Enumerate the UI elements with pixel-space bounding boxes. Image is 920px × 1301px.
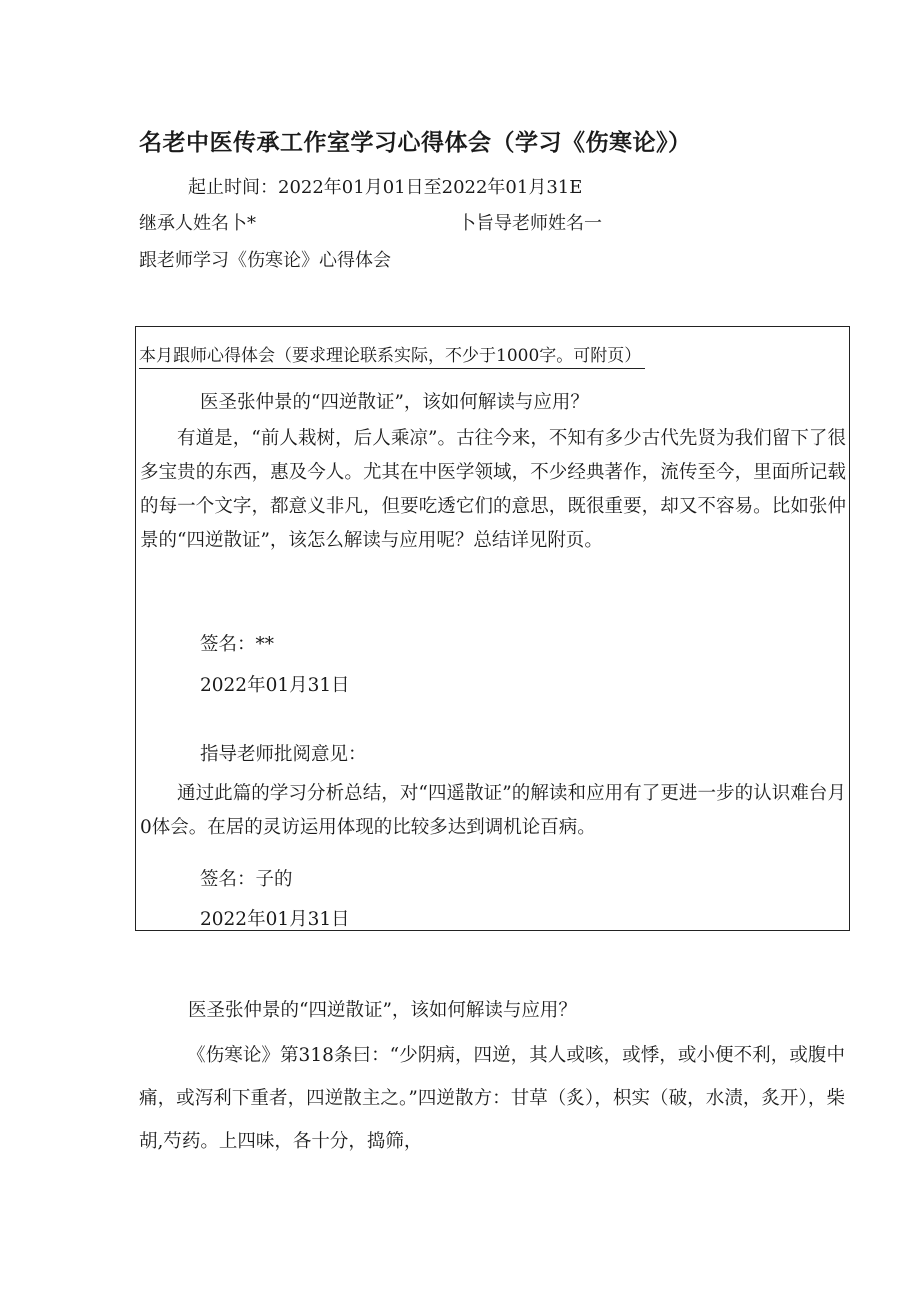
student-signature: 签名：** <box>200 634 275 655</box>
period-line: 起止时间：2022年01月01日至2022年01月31E <box>188 177 583 198</box>
box-header: 本月跟师心得体会（要求理论联系实际，不少于1000字。可附页） <box>139 341 645 369</box>
mentor-name-line: 卜旨导老师姓名一 <box>458 213 602 234</box>
page-title: 名老中医传承工作室学习心得体会（学习《伤寒论》） <box>139 130 692 156</box>
review-label: 指导老师批阅意见： <box>200 744 367 765</box>
review-signature: 签名：子的 <box>200 869 293 890</box>
box-body-paragraph: 有道是，“前人栽树，后人乘凉”。古往今来，不知有多少古代先贤为我们留下了很多宝贵的东西，惠及今人。尤其在中医学领域，不少经典著作，流传至今，里面所记载的每一个文字，都意义非凡，但要吃透它们的意思，既很重要，却又不容易。比如张仲景的“四逆散证”，该怎么解读与应用呢？总结详见附页。 <box>140 428 846 551</box>
appendix-question: 医圣张仲景的“四逆散证”，该如何解读与应用？ <box>188 1000 577 1021</box>
review-date: 2022年01月31日 <box>200 909 350 930</box>
review-text: 通过此篇的学习分析总结，对“四遥散证”的解读和应用有了更进一步的认识难台月0体会。在居的灵访运用体现的比较多达到调机论百病。 <box>140 783 846 838</box>
student-date: 2022年01月31日 <box>200 675 350 696</box>
subject-line: 跟老师学习《伤寒论》心得体会 <box>139 250 391 271</box>
reflection-box <box>135 326 850 931</box>
inheritor-name-line: 继承人姓名卜* <box>139 213 256 234</box>
box-question: 医圣张仲景的“四逆散证”，该如何解读与应用？ <box>200 392 589 413</box>
appendix-text: 《伤寒论》第318条曰：“少阴病，四逆，其人或咳，或悸，或小便不利，或腹中痛，或泻利下重者，四逆散主之。”四逆散方：甘草（炙），枳实（破，水渍，炙开），柴胡,芍药。上四味，各十分，捣筛， <box>139 1045 845 1152</box>
